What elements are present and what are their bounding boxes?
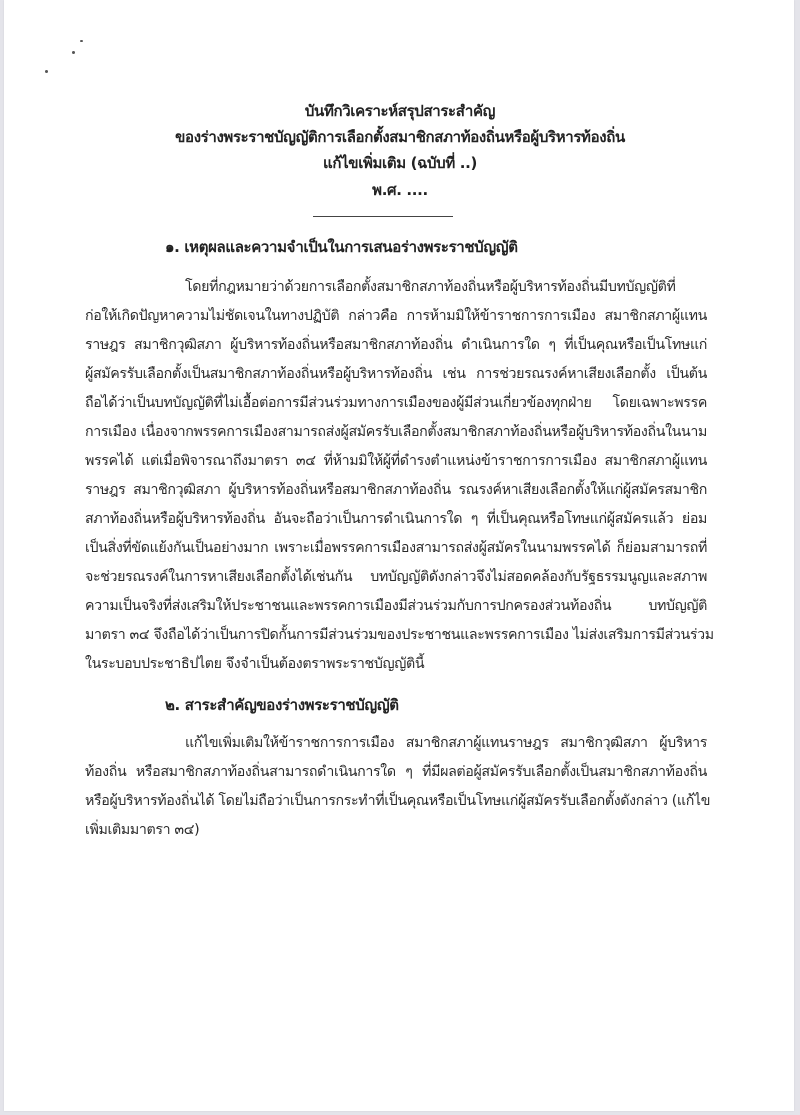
section-2-heading: ๒. สาระสำคัญของร่างพระราชบัญญัติ <box>165 696 399 714</box>
section-1-paragraph-line: จะช่วยรณรงค์ในการหาเสียงเลือกตั้งได้เช่นกัน บทบัญญัติดังกล่าวจึงไม่สอดคล้องกับรัฐธรรมนูญและสภาพ <box>85 569 707 585</box>
section-1-paragraph-line: ผู้สมัครรับเลือกตั้งเป็นสมาชิกสภาท้องถิ่นหรือผู้บริหารท้องถิ่น เช่น การช่วยรณรงค์หาเสียงเลือกตั้ง เป็นต้น <box>85 366 707 382</box>
section-1-paragraph-line: มาตรา ๓๔ จึงถือได้ว่าเป็นการปิดกั้นการมีส่วนร่วมของประชาชนและพรรคการเมือง ไม่ส่งเสริมการมีส่วนร่วม <box>85 627 714 643</box>
title-line-2: ของร่างพระราชบัญญัติการเลือกตั้งสมาชิกสภาท้องถิ่นหรือผู้บริหารท้องถิ่น <box>175 128 625 146</box>
section-2-paragraph-line: ท้องถิ่น หรือสมาชิกสภาท้องถิ่นสามารถดำเนินการใด ๆ ที่มีผลต่อผู้สมัครรับเลือกตั้งเป็นสมาชิกสภาท้องถิ่น <box>85 764 707 780</box>
section-1-paragraph-line: ความเป็นจริงที่ส่งเสริมให้ประชาชนและพรรคการเมืองมีส่วนร่วมกับการปกครองส่วนท้องถิ่น บทบัญญัติ <box>85 598 707 614</box>
section-1-paragraph-line: ราษฎร สมาชิกวุฒิสภา ผู้บริหารท้องถิ่นหรือสมาชิกสภาท้องถิ่น ดำเนินการใด ๆ ที่เป็นคุณหรือเป็นโทษแก่ <box>85 337 707 353</box>
section-1-paragraph-line: สภาท้องถิ่นหรือผู้บริหารท้องถิ่น อันจะถือว่าเป็นการดำเนินการใด ๆ ที่เป็นคุณหรือโทษแก่ผู้สมัครแล้ว ย่อม <box>85 511 707 527</box>
section-1-paragraph-line: โดยที่กฎหมายว่าด้วยการเลือกตั้งสมาชิกสภาท้องถิ่นหรือผู้บริหารท้องถิ่นมีบทบัญญัติที่ <box>185 279 676 295</box>
section-1-heading: ๑. เหตุผลและความจำเป็นในการเสนอร่างพระราชบัญญัติ <box>165 238 518 256</box>
section-1-paragraph-line: การเมือง เนื่องจากพรรคการเมืองสามารถส่งผู้สมัครรับเลือกตั้งสมาชิกสภาท้องถิ่นหรือผู้บริหารท้องถิ่นในนาม <box>85 424 707 440</box>
scan-speck <box>72 51 75 54</box>
section-1-paragraph-line: ราษฎร สมาชิกวุฒิสภา ผู้บริหารท้องถิ่นหรือสมาชิกสภาท้องถิ่น รณรงค์หาเสียงเลือกตั้งให้แก่ผู้สมัครสมาชิก <box>85 482 707 498</box>
section-1-paragraph-line: ถือได้ว่าเป็นบทบัญญัติที่ไม่เอื้อต่อการมีส่วนร่วมทางการเมืองของผู้มีส่วนเกี่ยวข้องทุกฝ่าย โดยเฉพาะพรรค <box>85 395 707 411</box>
section-2-paragraph-line: หรือผู้บริหารท้องถิ่นได้ โดยไม่ถือว่าเป็นการกระทำที่เป็นคุณหรือเป็นโทษแก่ผู้สมัครรับเลือกตั้งดังกล่าว (แก้ไข <box>85 793 711 809</box>
title-line-3: แก้ไขเพิ่มเติม (ฉบับที่ ..) <box>323 154 477 172</box>
section-1-paragraph-line: ในระบอบประชาธิปไตย จึงจำเป็นต้องตราพระราชบัญญัตินี้ <box>85 656 425 672</box>
section-1-paragraph-line: ก่อให้เกิดปัญหาความไม่ชัดเจนในทางปฏิบัติ กล่าวคือ การห้ามมิให้ข้าราชการการเมือง สมาชิกสภาผู้แทน <box>85 308 707 324</box>
title-line-1: บันทึกวิเคราะห์สรุปสาระสำคัญ <box>304 102 496 120</box>
scan-speck <box>45 70 48 73</box>
section-1-paragraph-line: เป็นสิ่งที่ขัดแย้งกันเป็นอย่างมาก เพราะเมื่อพรรคการเมืองสามารถส่งผู้สมัครในนามพรรคได้ ก็ย่อมสามารถที่ <box>85 540 707 556</box>
scan-speck <box>80 40 83 42</box>
title-line-4: พ.ศ. .... <box>372 181 428 199</box>
title-underline-divider <box>313 216 453 217</box>
section-2-paragraph-line: แก้ไขเพิ่มเติมให้ข้าราชการการเมือง สมาชิกสภาผู้แทนราษฎร สมาชิกวุฒิสภา ผู้บริหาร <box>185 735 707 751</box>
section-2-paragraph-line: เพิ่มเติมมาตรา ๓๔) <box>85 822 200 838</box>
section-1-paragraph-line: พรรคได้ แต่เมื่อพิจารณาถึงมาตรา ๓๔ ที่ห้ามมิให้ผู้ที่ดำรงตำแหน่งข้าราชการการเมือง สมาชิกสภาผู้แทน <box>85 453 707 469</box>
